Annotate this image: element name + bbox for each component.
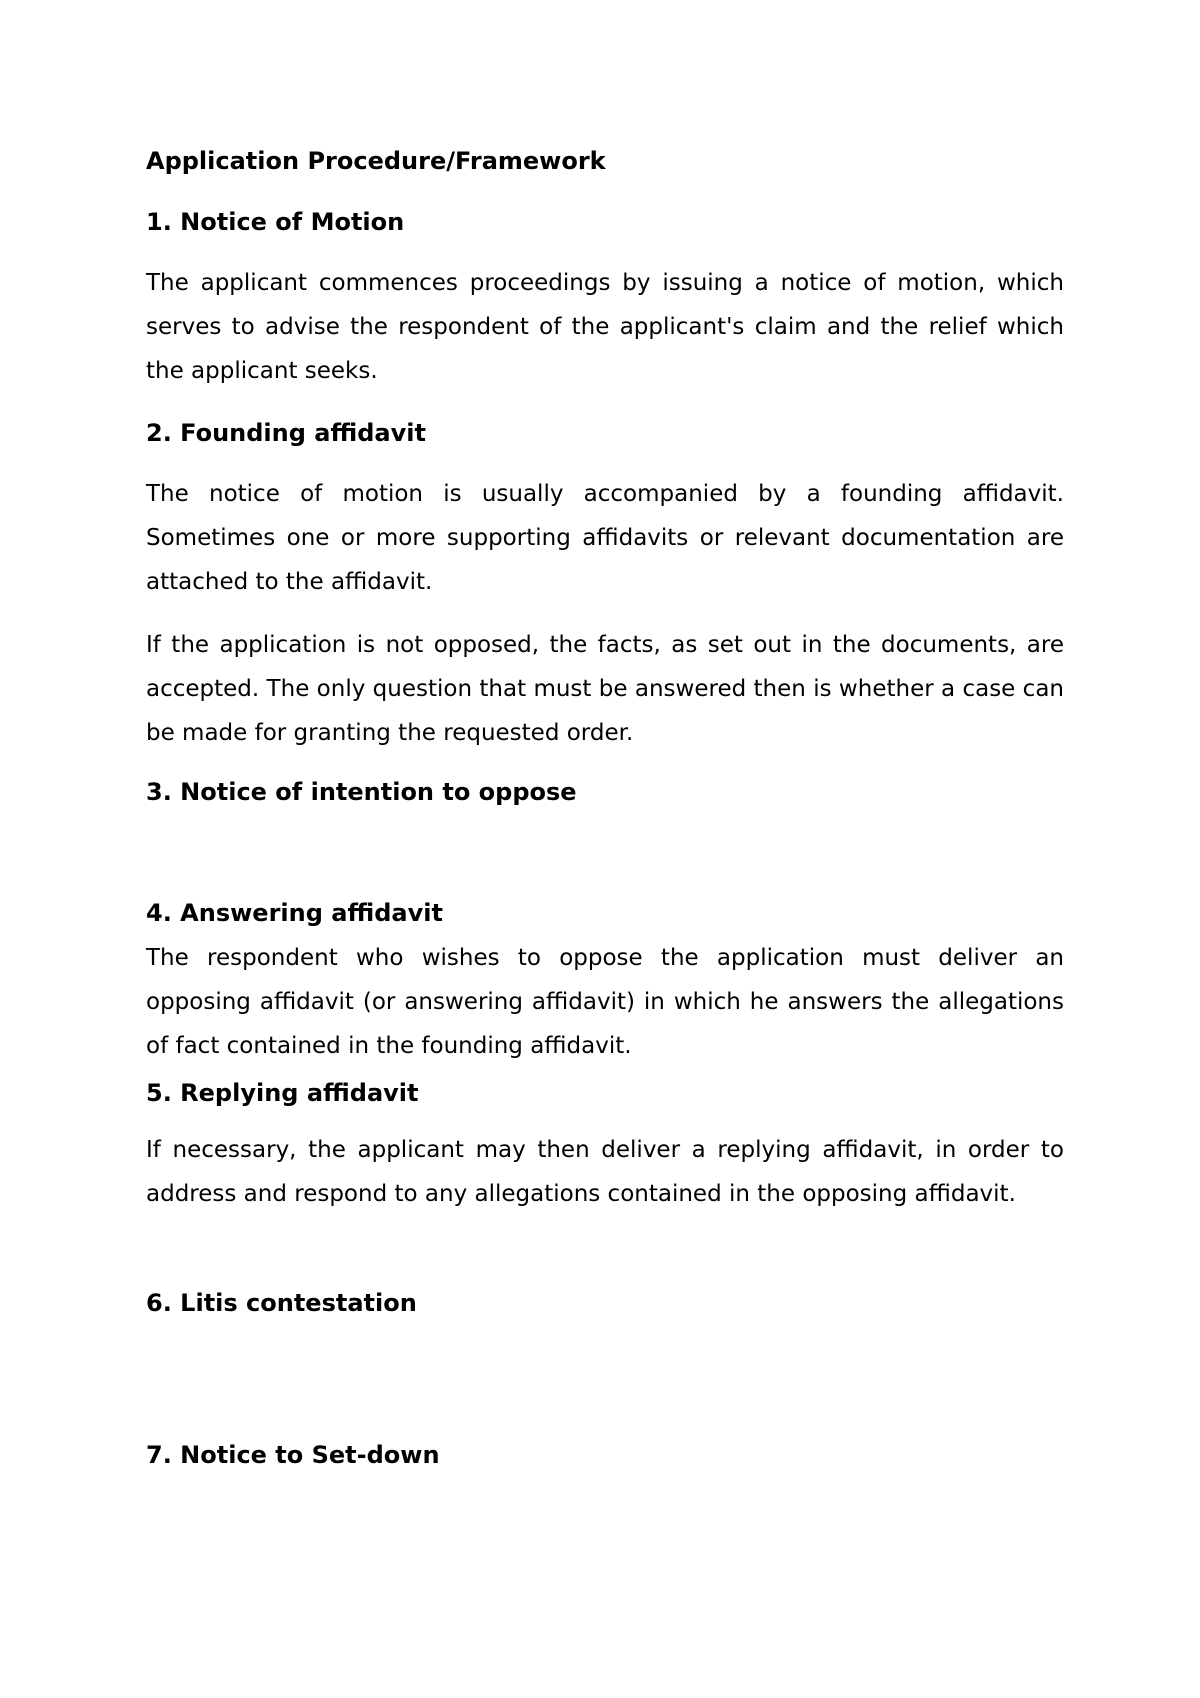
section-paragraph: If the application is not opposed, the facts, as set out in the documents, are accepted. The only question that must be answered then is whether a case can be made for granting the requested order. [146, 632, 1064, 746]
document-title: Application Procedure/Framework [146, 147, 606, 175]
section-paragraph: The notice of motion is usually accompanied by a founding affidavit. Sometimes one or more supporting affidavits or relevant documentation are attached to the affidavit. [146, 481, 1064, 595]
section-heading-founding-affidavit: 2. Founding affidavit [146, 419, 426, 447]
section-heading-answering-affidavit: 4. Answering affidavit [146, 899, 443, 927]
section-heading-replying-affidavit: 5. Replying affidavit [146, 1079, 419, 1107]
section-heading-notice-of-motion: 1. Notice of Motion [146, 208, 405, 236]
section-heading-notice-to-set-down: 7. Notice to Set-down [146, 1441, 440, 1469]
section-paragraph: If necessary, the applicant may then deliver a replying affidavit, in order to address and respond to any allegations contained in the opposing affidavit. [146, 1137, 1064, 1207]
section-heading-litis-contestation: 6. Litis contestation [146, 1289, 417, 1317]
section-paragraph: The applicant commences proceedings by issuing a notice of motion, which serves to advise the respondent of the applicant's claim and the relief which the applicant seeks. [146, 270, 1064, 384]
section-heading-notice-of-intention-to-oppose: 3. Notice of intention to oppose [146, 778, 577, 806]
section-paragraph: The respondent who wishes to oppose the application must deliver an opposing affidavit (or answering affidavit) in which he answers the allegations of fact contained in the founding affidavit. [146, 945, 1064, 1059]
